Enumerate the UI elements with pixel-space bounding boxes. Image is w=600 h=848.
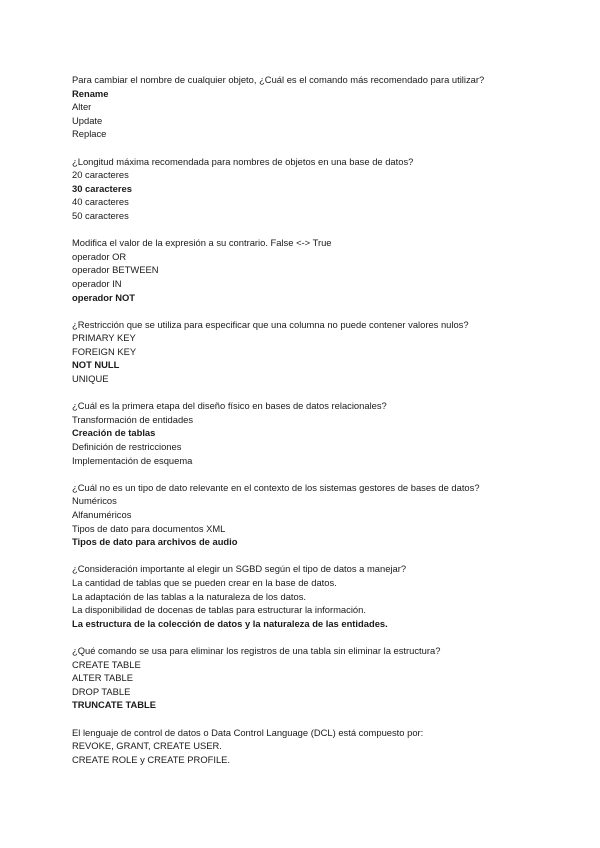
answer-option: REVOKE, GRANT, CREATE USER.: [72, 740, 222, 752]
question-text: ¿Cuál es la primera etapa del diseño físico en bases de datos relacionales?: [72, 400, 387, 412]
question-block: [72, 236, 572, 304]
correct-answer-option: Rename: [72, 87, 109, 99]
answer-option: operador BETWEEN: [72, 264, 159, 276]
answer-option: DROP TABLE: [72, 685, 131, 697]
answer-option: UNIQUE: [72, 373, 109, 385]
answer-option: ALTER TABLE: [72, 672, 133, 684]
question-block: [72, 726, 572, 767]
answer-option: Update: [72, 114, 103, 126]
correct-answer-option: 30 caracteres: [72, 182, 132, 194]
question-text: ¿Longitud máxima recomendada para nombres de objetos en una base de datos?: [72, 155, 414, 167]
question-block: [72, 73, 572, 141]
question-block: [72, 562, 572, 630]
answer-option: FOREIGN KEY: [72, 345, 137, 357]
answer-option: CREATE TABLE: [72, 658, 141, 670]
question-text: Modifica el valor de la expresión a su contrario. False <-> True: [72, 237, 332, 249]
answer-option: Numéricos: [72, 495, 117, 507]
question-block: [72, 318, 572, 386]
answer-option: La disponibilidad de docenas de tablas para estructurar la información.: [72, 604, 366, 616]
correct-answer-option: operador NOT: [72, 291, 136, 303]
answer-option: CREATE ROLE y CREATE PROFILE.: [72, 753, 231, 765]
question-text: Para cambiar el nombre de cualquier objeto, ¿Cuál es el comando más recomendado para utilizar?: [72, 74, 485, 85]
answer-option: PRIMARY KEY: [72, 332, 136, 344]
answer-option: operador IN: [72, 277, 122, 289]
correct-answer-option: NOT NULL: [72, 359, 120, 371]
question-text: ¿Cuál no es un tipo de dato relevante en el contexto de los sistemas gestores de bases de datos?: [72, 481, 480, 493]
question-text: ¿Qué comando se usa para eliminar los registros de una tabla sin eliminar la estructura?: [72, 644, 441, 656]
answer-option: operador OR: [72, 250, 127, 262]
answer-option: Alfanuméricos: [72, 509, 132, 520]
quiz-document: [72, 73, 572, 780]
answer-option: Replace: [72, 128, 107, 140]
correct-answer-option: La estructura de la colección de datos y la naturaleza de las entidades.: [72, 617, 388, 629]
answer-option: Alter: [72, 101, 92, 113]
question-block: [72, 481, 572, 549]
question-block: [72, 399, 572, 467]
correct-answer-option: TRUNCATE TABLE: [72, 699, 157, 711]
question-block: [72, 155, 572, 223]
answer-option: 20 caracteres: [72, 169, 129, 181]
answer-option: La adaptación de las tablas a la naturaleza de los datos.: [72, 590, 307, 602]
correct-answer-option: Creación de tablas: [72, 427, 156, 439]
answer-option: Tipos de dato para documentos XML: [72, 522, 226, 534]
answer-option: Definición de restricciones: [72, 441, 182, 453]
question-text: ¿Restricción que se utiliza para especificar que una columna no puede contener valores nulos?: [72, 318, 469, 330]
question-text: El lenguaje de control de datos o Data Control Language (DCL) está compuesto por:: [72, 726, 424, 738]
question-text: ¿Consideración importante al elegir un SGBD según el tipo de datos a manejar?: [72, 563, 407, 575]
answer-option: Implementación de esquema: [72, 454, 193, 466]
answer-option: 50 caracteres: [72, 209, 129, 221]
answer-option: Transformación de entidades: [72, 413, 194, 425]
question-block: [72, 644, 572, 712]
answer-option: 40 caracteres: [72, 196, 129, 208]
answer-option: La cantidad de tablas que se pueden crear en la base de datos.: [72, 576, 337, 588]
correct-answer-option: Tipos de dato para archivos de audio: [72, 536, 238, 548]
